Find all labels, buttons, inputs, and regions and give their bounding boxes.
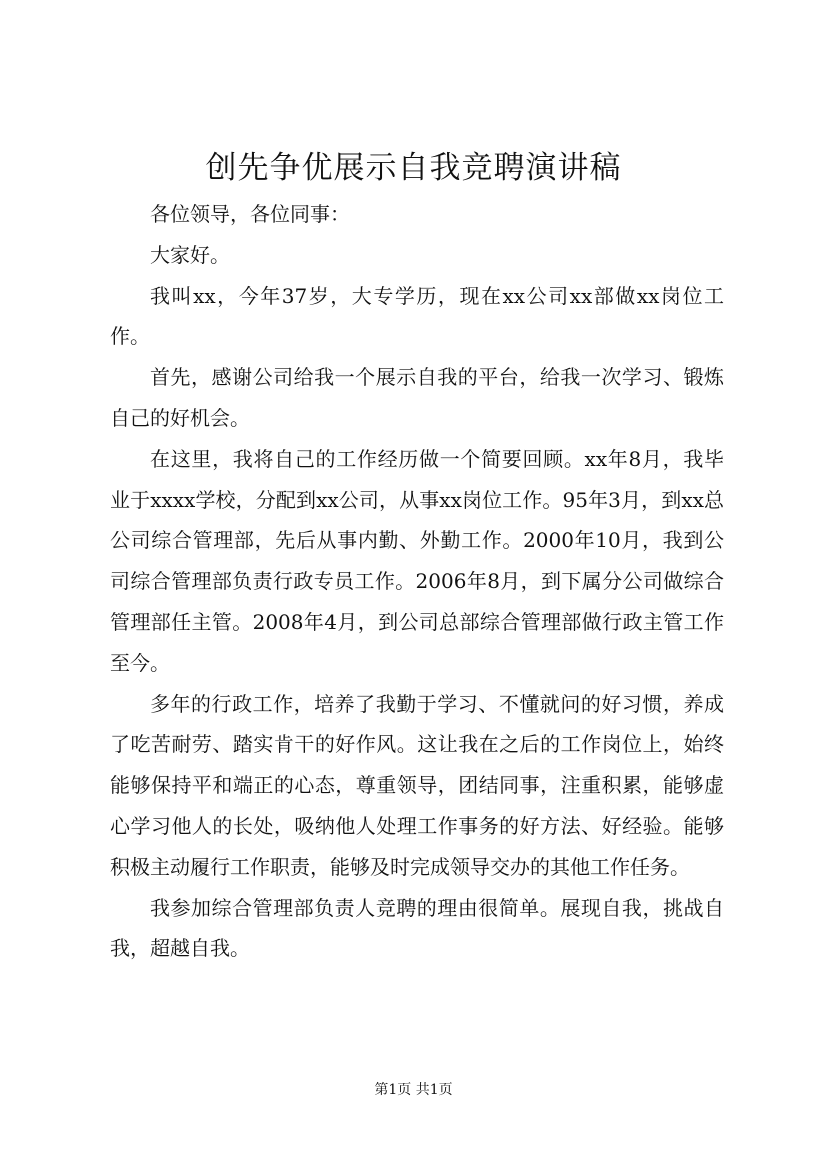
paragraph-greeting: 各位领导，各位同事： bbox=[150, 202, 350, 226]
paragraph-self-intro: 我叫xx，今年37岁，大专学历，现在xx公司xx部做xx岗位工作。 bbox=[110, 283, 724, 349]
paragraph-work-habits: 多年的行政工作，培养了我勤于学习、不懂就问的好习惯，养成了吃苦耐劳、踏实肯干的好作风。这让我在之后的工作岗位上，始终能够保持平和端正的心态，尊重领导，团结同事，注重积累，能够虚心学习他人的长处，吸纳他人处理工作事务的好方法、好经验。能够积极主动履行工作职责，能够及时完成领导交办的其他工作任务。 bbox=[110, 691, 724, 879]
page-footer: 第1页 共1页 bbox=[374, 1082, 453, 1098]
paragraph-hello: 大家好。 bbox=[150, 242, 230, 267]
document-body bbox=[110, 194, 724, 969]
paragraph-thanks: 首先，感谢公司给我一个展示自我的平台，给我一次学习、锻炼自己的好机会。 bbox=[110, 365, 724, 430]
paragraph-reason: 我参加综合管理部负责人竞聘的理由很简单。展现自我，挑战自我，超越自我。 bbox=[110, 895, 724, 961]
document-title: 创先争优展示自我竞聘演讲稿 bbox=[205, 150, 622, 186]
paragraph-work-history: 在这里，我将自己的工作经历做一个简要回顾。xx年8月，我毕业于xxxx学校，分配到xx公司，从事xx岗位工作。95年3月，到xx总公司综合管理部，先后从事内勤、外勤工作。2000年10月，我到公司综合管理部负责行政专员工作。2006年8月，到下属分公司做综合管理部任主管。2008年4月，到公司总部综合管理部做行政主管工作至今。 bbox=[110, 446, 724, 675]
